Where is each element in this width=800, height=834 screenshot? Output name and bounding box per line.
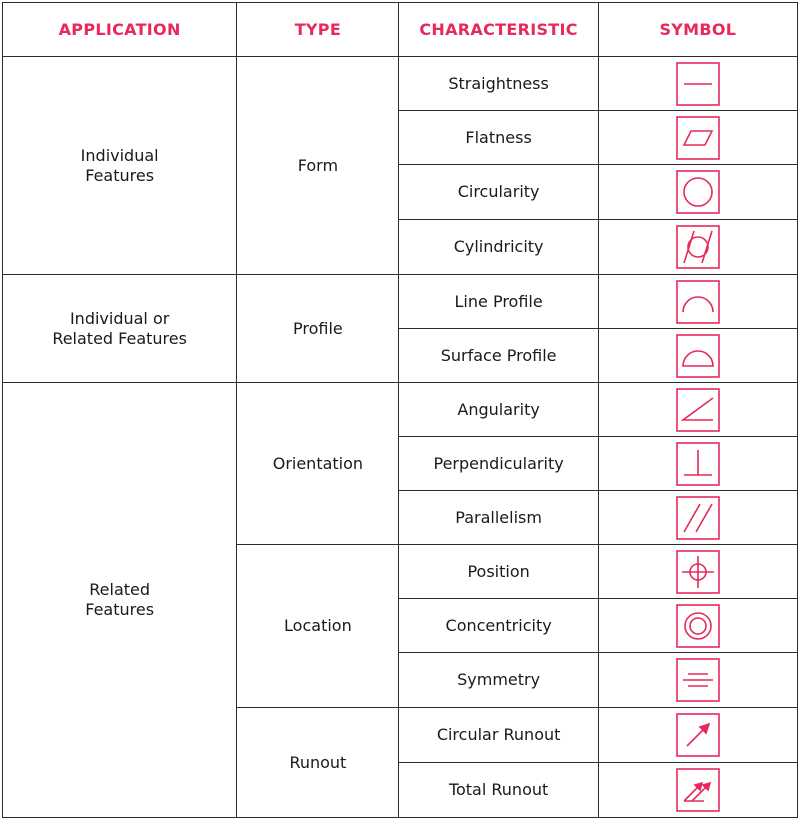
symbol-cell — [598, 599, 797, 653]
symbol-cell — [598, 57, 797, 111]
surface-profile-icon — [676, 334, 720, 378]
symbol-cell — [598, 653, 797, 708]
symbol-cell — [598, 383, 797, 437]
header-type: TYPE — [237, 3, 399, 57]
header-application: APPLICATION — [3, 3, 237, 57]
application-cell — [3, 383, 237, 818]
total-runout-icon — [676, 768, 720, 812]
straightness-icon — [676, 62, 720, 106]
type-runout: Runout — [289, 752, 347, 772]
parallelism-icon — [676, 496, 720, 540]
header-characteristic: CHARACTERISTIC — [399, 3, 598, 57]
table-row — [3, 383, 798, 437]
type-location: Location — [284, 616, 352, 635]
symmetry-icon — [676, 658, 720, 702]
cylindricity-icon — [676, 225, 720, 269]
position-icon — [676, 550, 720, 594]
type-cell — [237, 383, 399, 545]
gdt-symbols-table — [2, 2, 798, 818]
type-orientation: Orientation — [272, 453, 364, 473]
characteristic-cell: Line Profile — [399, 275, 598, 329]
type-cell — [237, 275, 399, 383]
characteristic-cell: Total Runout — [399, 763, 598, 818]
type-cell — [237, 708, 399, 818]
perpendicularity-icon — [676, 442, 720, 486]
table-row — [3, 275, 798, 329]
characteristic-cell: Circularity — [399, 165, 598, 220]
characteristic-cell: Angularity — [399, 383, 598, 437]
symbol-cell — [598, 275, 797, 329]
characteristic-cell: Circular Runout — [399, 708, 598, 763]
characteristic-cell: Position — [399, 545, 598, 599]
application-cell — [3, 275, 237, 383]
header-row — [3, 3, 798, 57]
concentricity-icon — [676, 604, 720, 648]
symbol-cell — [598, 491, 797, 545]
symbol-cell — [598, 329, 797, 383]
flatness-icon — [676, 116, 720, 160]
circularity-icon — [676, 170, 720, 214]
symbol-cell — [598, 220, 797, 275]
characteristic-cell: Straightness — [399, 57, 598, 111]
symbol-cell — [598, 545, 797, 599]
application-individual: Individual Features — [80, 145, 159, 185]
type-profile: Profile — [293, 318, 343, 338]
circular-runout-icon — [676, 713, 720, 757]
symbol-cell — [598, 111, 797, 165]
characteristic-cell: Flatness — [399, 111, 598, 165]
line-profile-icon — [676, 280, 720, 324]
application-individual-or-related: Individual or Related Features — [52, 308, 187, 348]
table-row — [3, 57, 798, 111]
angularity-icon — [676, 388, 720, 432]
type-cell — [237, 545, 399, 708]
symbol-cell — [598, 165, 797, 220]
header-symbol: SYMBOL — [598, 3, 797, 57]
type-form: Form — [297, 155, 339, 175]
characteristic-cell: Cylindricity — [399, 220, 598, 275]
application-cell — [3, 57, 237, 275]
symbol-cell — [598, 437, 797, 491]
type-cell — [237, 57, 399, 275]
characteristic-cell: Perpendicularity — [399, 437, 598, 491]
symbol-cell — [598, 763, 797, 818]
characteristic-cell: Symmetry — [399, 653, 598, 708]
application-related: Related Features — [85, 580, 155, 619]
symbol-cell — [598, 708, 797, 763]
characteristic-cell: Surface Profile — [399, 329, 598, 383]
characteristic-cell: Concentricity — [399, 599, 598, 653]
characteristic-cell: Parallelism — [399, 491, 598, 545]
